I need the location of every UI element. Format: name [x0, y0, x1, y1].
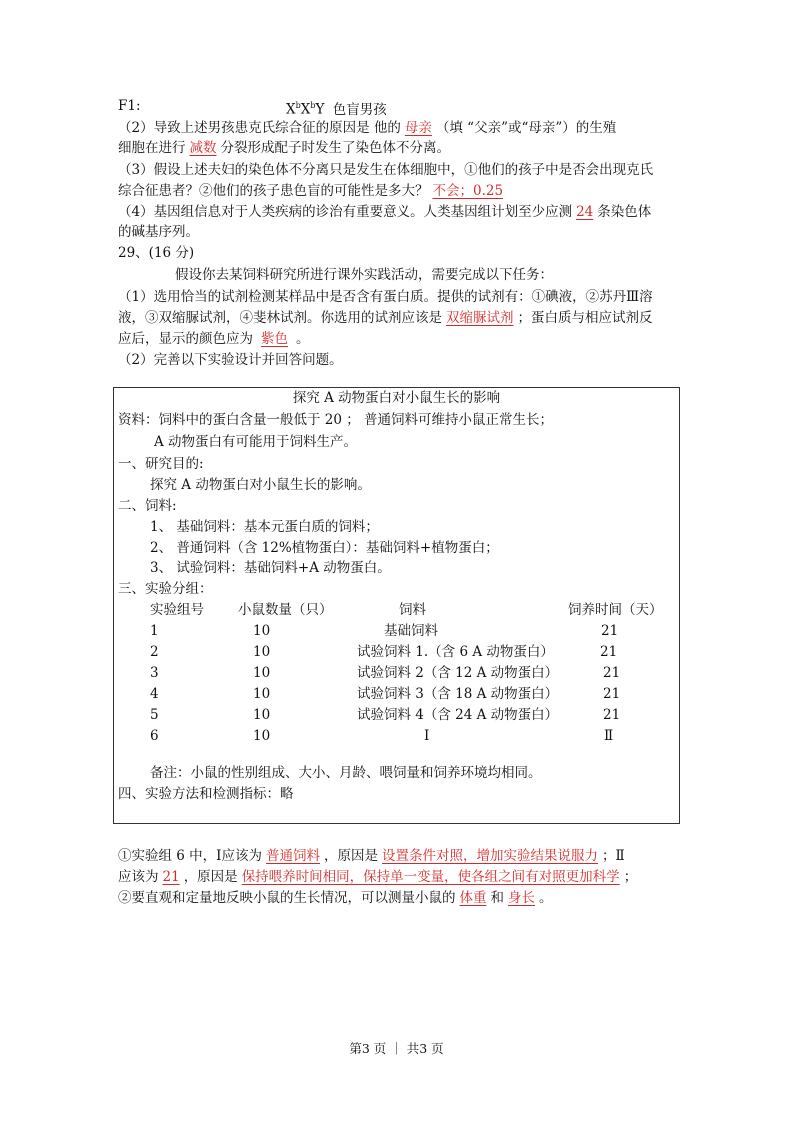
q29-intro: 假设你去某饲料研究所进行课外实践活动，需要完成以下任务： [175, 267, 553, 283]
answer-reason-2: 保持喂养时间相同，保持单一变量，使各组之间有对照更加科学 [241, 869, 620, 885]
table-row-feed: 试验饲料 4（含 24 A 动物蛋白） [357, 707, 559, 723]
section-3-heading: 三、实验分组： [118, 581, 213, 597]
answer-normal-feed: 普通饲料 [266, 848, 321, 864]
q2-line1: （2）导致上述男孩患克氏综合征的原因是 他的 母亲 （填 “父亲”或“母亲”）的生殖 [118, 120, 617, 136]
experiment-box [113, 387, 680, 824]
q29-1-line3: 应后，显示的颜色应为 紫色 。 [118, 331, 310, 347]
q2-line2: 细胞在进行 减数 分裂形成配子时发生了染色体不分离。 [118, 140, 450, 156]
table-row-days: 21 [603, 686, 621, 702]
section-2-heading: 二、饲料: [118, 498, 177, 514]
feed-item: 2、 普通饲料（含 12%植物蛋白）：基础饲料+植物蛋白； [150, 540, 499, 556]
q29-2: （2）完善以下实验设计并回答问题。 [118, 352, 343, 368]
f1-line [118, 96, 387, 118]
table-row-group: 6 [150, 728, 159, 744]
table-row-count: 10 [253, 707, 271, 723]
answer-length: 身长 [508, 890, 535, 906]
page-footer: 第3 页 ｜ 共3 页 [349, 1041, 444, 1056]
table-row-feed: 基础饲料 [384, 623, 438, 639]
q3-line2: 综合征患者？②他们的孩子患色盲的可能性是多大？ 不会；0.25 [118, 181, 507, 201]
answer-24: 24 [576, 204, 594, 220]
box-note: 备注：小鼠的性别组成、大小、月龄、喂饲量和饲养环境均相同。 [150, 765, 542, 781]
box-info-1: 资料：饲料中的蛋白含量一般低于 20 ； 普通饲料可维持小鼠正常生长； [118, 412, 554, 428]
table-row-count: 10 [253, 665, 271, 681]
answer-line-1: ①实验组 6 中，Ⅰ应该为 普通饲料 ，原因是 设置条件对照，增加实验结果说服力 ；Ⅱ [118, 848, 625, 864]
table-row-group: 5 [150, 707, 159, 723]
col-header-group: 实验组号 [150, 602, 204, 618]
answer-line-3: ②要直观和定量地反映小鼠的生长情况，可以测量小鼠的 体重 和 身长 。 [118, 890, 553, 906]
answer-mother: 母亲 [404, 120, 432, 136]
answer-line-2: 应该为 21 ，原因是 保持喂养时间相同，保持单一变量，使各组之间有对照更加科学 ； [118, 869, 638, 885]
f1-label: F1: [118, 98, 141, 114]
answer-weight: 体重 [459, 890, 487, 906]
table-row-group: 2 [150, 644, 159, 660]
answer-biuret: 双缩脲试剂 [446, 310, 514, 326]
table-row-group: 4 [150, 686, 159, 702]
feed-item: 1、 基础饲料：基本元蛋白质的饲料； [150, 519, 379, 535]
col-header-feed: 饲料 [399, 602, 426, 618]
col-header-days: 饲养时间（天） [568, 602, 663, 618]
q29-1-line2: 液，③双缩脲试剂，④斐林试剂。你选用的试剂应该是 双缩脲试剂 ；蛋白质与相应试剂反 [118, 310, 653, 326]
table-row-count: 10 [253, 623, 271, 639]
section-4-heading: 四、实验方法和检测指标：略 [118, 786, 294, 802]
table-row-days: 21 [603, 665, 621, 681]
f1-phenotype: 色盲男孩 [332, 101, 387, 118]
col-header-count: 小鼠数量（只） [238, 602, 333, 618]
answer-reason-1: 设置条件对照，增加实验结果说服力 [382, 848, 599, 864]
table-row-feed: Ⅰ [424, 728, 430, 744]
box-info-2: A 动物蛋白有可能用于饲料生产。 [154, 434, 358, 450]
table-row-feed: 试验饲料 2（含 12 A 动物蛋白） [357, 665, 559, 681]
table-row-group: 1 [150, 623, 159, 639]
table-row-days: 21 [603, 707, 621, 723]
table-row-days: Ⅱ [604, 728, 614, 744]
table-row-feed: 试验饲料 1.（含 6 A 动物蛋白） [357, 644, 554, 660]
table-row-count: 10 [253, 728, 271, 744]
table-row-count: 10 [253, 686, 271, 702]
q29-head: 29、(16 分) [118, 245, 195, 261]
answer-purple: 紫色 [261, 331, 288, 347]
box-title: 探究 A 动物蛋白对小鼠生长的影响 [292, 390, 501, 406]
answer-q3: 不会；0.25 [432, 183, 504, 199]
table-row-feed: 试验饲料 3（含 18 A 动物蛋白） [357, 686, 559, 702]
q4-line2: 的碱基序列。 [118, 224, 199, 240]
f1-genotype: $X^bX^bY$ 色盲男孩 [286, 101, 387, 118]
table-row-days: 21 [601, 623, 619, 639]
section-1-heading: 一、研究目的: [118, 456, 204, 472]
q3-line1: （3）假设上述夫妇的染色体不分离只是发生在体细胞中，①他们的孩子中是否会出现克氏 [118, 162, 654, 178]
section-1-body: 探究 A 动物蛋白对小鼠生长的影响。 [150, 477, 371, 493]
table-row-days: 21 [600, 644, 618, 660]
q29-1-line1: （1）选用恰当的试剂检测某样品中是否含有蛋白质。提供的试剂有：①碘液，②苏丹Ⅲ溶 [118, 289, 653, 305]
q4-line1: （4）基因组信息对于人类疾病的诊治有重要意义。人类基因组计划至少应测 24 条染色体 [118, 204, 652, 220]
answer-meiosis: 减数 [189, 140, 217, 156]
table-row-group: 3 [150, 665, 159, 681]
table-row-count: 10 [253, 644, 271, 660]
feed-item: 3、 试验饲料：基础饲料+A 动物蛋白。 [150, 560, 391, 576]
answer-21: 21 [162, 869, 180, 885]
